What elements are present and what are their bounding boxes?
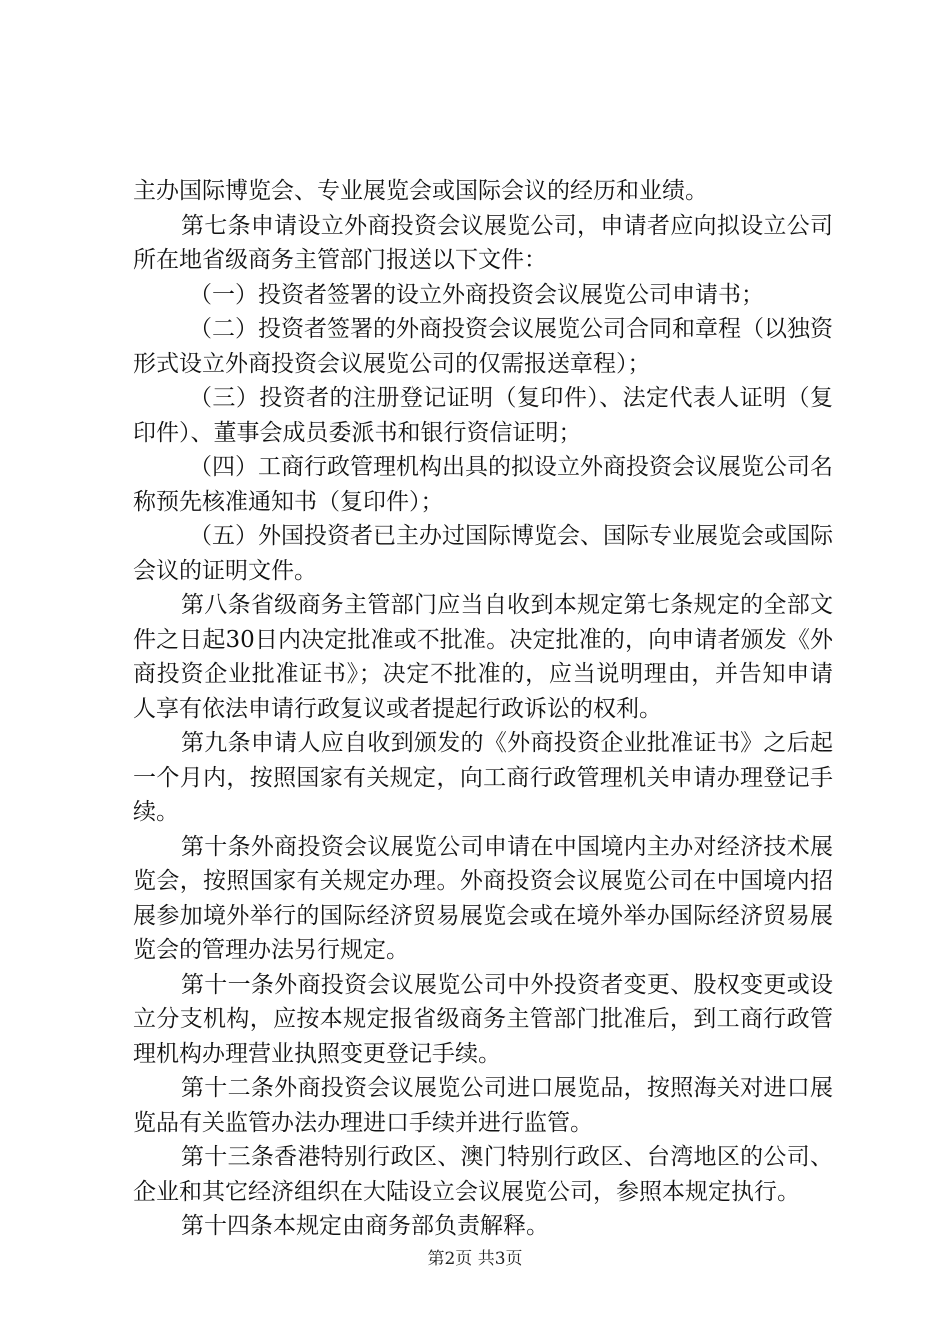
article-7-item-5: （五）外国投资者已主办过国际博览会、国际专业展览会或国际会议的证明文件。 — [133, 523, 833, 584]
article-14: 第十四条本规定由商务部负责解释。 — [181, 1213, 549, 1239]
article-10: 第十条外商投资会议展览公司申请在中国境内主办对经济技术展览会，按照国家有关规定办理。外商投资会议展览公司在中国境内招展参加境外举行的国际经济贸易展览会或在境外举办国际经济贸易展览会的管理办法另行规定。 — [133, 833, 833, 963]
page-footer: 第2页 共3页 — [427, 1249, 523, 1269]
article-8: 第八条省级商务主管部门应当自收到本规定第七条规定的全部文件之日起30日内决定批准或不批准。决定批准的，向申请者颁发《外商投资企业批准证书》；决定不批准的，应当说明理由，并告知申请人享有依法申请行政复议或者提起行政诉讼的权利。 — [133, 592, 833, 722]
article-9: 第九条申请人应自收到颁发的《外商投资企业批准证书》之后起一个月内，按照国家有关规定，向工商行政管理机关申请办理登记手续。 — [133, 730, 833, 825]
article-7-item-2: （二）投资者签署的外商投资会议展览公司合同和章程（以独资形式设立外商投资会议展览公司的仅需报送章程）； — [133, 316, 833, 377]
article-7-item-1: （一）投资者签署的设立外商投资会议展览公司申请书； — [189, 281, 764, 308]
article-7-item-3: （三）投资者的注册登记证明（复印件）、法定代表人证明（复印件）、董事会成员委派书和银行资信证明； — [133, 385, 833, 446]
document-body — [133, 174, 833, 1244]
article-12: 第十二条外商投资会议展览公司进口展览品，按照海关对进口展览品有关监管办法办理进口手续并进行监管。 — [133, 1075, 833, 1136]
paragraph-continuation: 主办国际博览会、专业展览会或国际会议的经历和业绩。 — [133, 178, 708, 204]
article-7: 第七条申请设立外商投资会议展览公司，申请者应向拟设立公司所在地省级商务主管部门报送以下文件： — [133, 212, 833, 273]
article-7-item-4: （四）工商行政管理机构出具的拟设立外商投资会议展览公司名称预先核准通知书（复印件）； — [133, 454, 833, 515]
article-13: 第十三条香港特别行政区、澳门特别行政区、台湾地区的公司、企业和其它经济组织在大陆设立会议展览公司，参照本规定执行。 — [133, 1144, 833, 1205]
article-11: 第十一条外商投资会议展览公司中外投资者变更、股权变更或设立分支机构，应按本规定报省级商务主管部门批准后，到工商行政管理机构办理营业执照变更登记手续。 — [133, 971, 833, 1067]
